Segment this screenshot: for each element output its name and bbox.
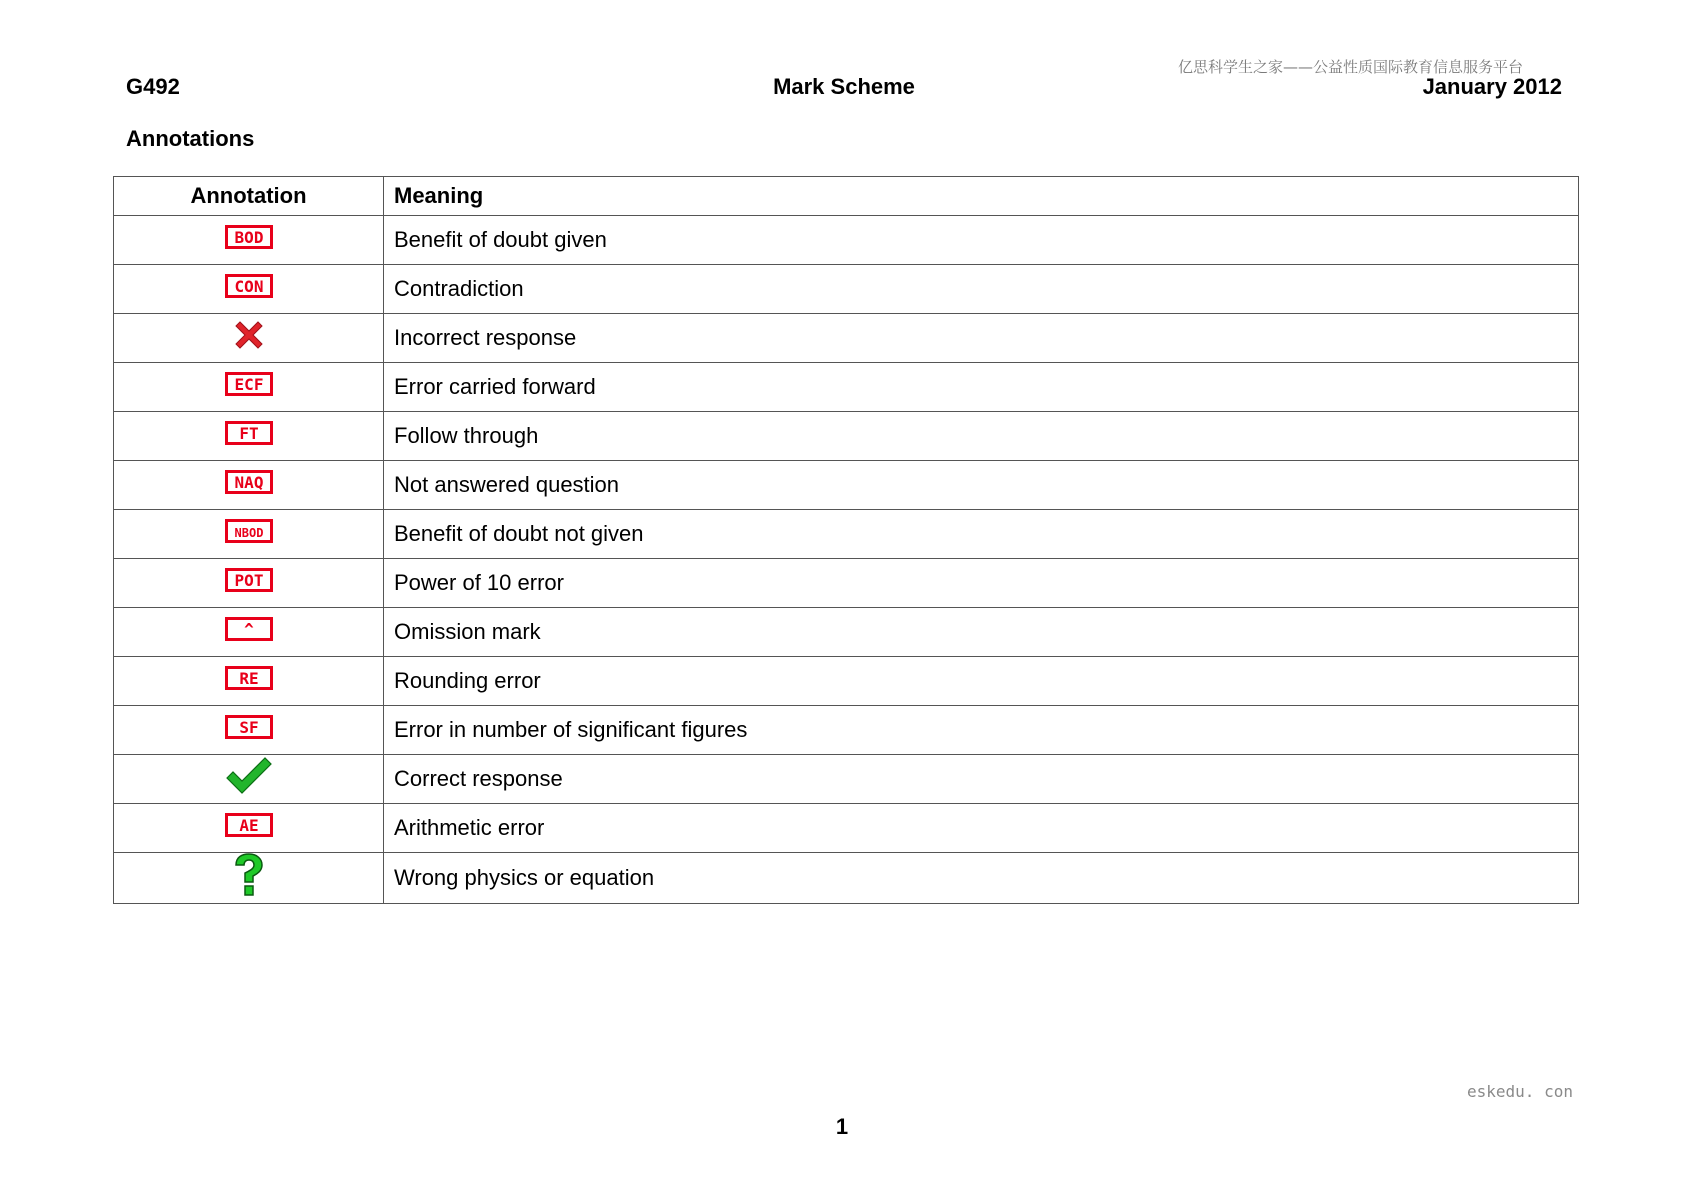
- annotation-cell: [114, 265, 384, 314]
- annotation-cell: [114, 216, 384, 265]
- table-row: [114, 265, 1579, 314]
- watermark-top-text: 亿思科学生之家——公益性质国际教育信息服务平台: [1178, 58, 1524, 76]
- annotation-cell: [114, 559, 384, 608]
- svg-text:SF: SF: [238, 718, 259, 737]
- table-row: [114, 755, 1579, 804]
- table-row: [114, 461, 1579, 510]
- table-row: [114, 216, 1579, 265]
- annotation-column-header: Annotation: [114, 177, 384, 216]
- re-stamp-icon: [225, 666, 273, 696]
- meaning-column-header: Meaning: [384, 177, 1579, 216]
- annotation-cell: [114, 510, 384, 559]
- annotation-cell: [114, 363, 384, 412]
- table-row: [114, 363, 1579, 412]
- meaning-cell: Follow through: [384, 412, 1579, 461]
- annotation-cell: [114, 412, 384, 461]
- section-title: Annotations: [126, 126, 255, 151]
- annotation-cell: [114, 608, 384, 657]
- ft-stamp-icon: [225, 421, 273, 451]
- table-row: [114, 510, 1579, 559]
- page-number: 1: [835, 1114, 849, 1139]
- con-stamp-icon: [225, 274, 273, 304]
- table-row: [114, 314, 1579, 363]
- meaning-cell: Error in number of significant figures: [384, 706, 1579, 755]
- annotation-cell: [114, 706, 384, 755]
- pot-stamp-icon: [225, 568, 273, 598]
- svg-text:FT: FT: [238, 424, 259, 443]
- meaning-cell: Contradiction: [384, 265, 1579, 314]
- annotation-cell: [114, 657, 384, 706]
- svg-text:NAQ: NAQ: [234, 473, 263, 492]
- meaning-cell: Arithmetic error: [384, 804, 1579, 853]
- nbod-stamp-icon: [225, 519, 273, 549]
- ae-stamp-icon: [225, 813, 273, 843]
- table-header-row: [114, 177, 1579, 216]
- sf-stamp-icon: [225, 715, 273, 745]
- table-row: [114, 853, 1579, 904]
- meaning-cell: Not answered question: [384, 461, 1579, 510]
- exam-date: January 2012: [1422, 74, 1562, 99]
- table-row: [114, 657, 1579, 706]
- table-row: [114, 559, 1579, 608]
- svg-text:AE: AE: [238, 816, 259, 835]
- svg-text:POT: POT: [234, 571, 263, 590]
- cross-icon: [231, 317, 267, 359]
- svg-text:NBOD: NBOD: [234, 526, 263, 540]
- page-header: [126, 74, 1562, 102]
- annotation-cell: [114, 804, 384, 853]
- meaning-cell: Omission mark: [384, 608, 1579, 657]
- ecf-stamp-icon: [225, 372, 273, 402]
- svg-text:RE: RE: [238, 669, 259, 688]
- annotations-table: [113, 176, 1579, 904]
- table-row: [114, 412, 1579, 461]
- table-row: [114, 608, 1579, 657]
- meaning-cell: Wrong physics or equation: [384, 853, 1579, 904]
- svg-text:BOD: BOD: [234, 228, 263, 247]
- paper-code: G492: [126, 74, 180, 99]
- meaning-cell: Error carried forward: [384, 363, 1579, 412]
- meaning-cell: Rounding error: [384, 657, 1579, 706]
- svg-text:^: ^: [243, 620, 254, 639]
- meaning-cell: Power of 10 error: [384, 559, 1579, 608]
- svg-text:ECF: ECF: [234, 375, 263, 394]
- annotation-cell: [114, 755, 384, 804]
- question-mark-icon: [232, 853, 266, 903]
- meaning-cell: Benefit of doubt not given: [384, 510, 1579, 559]
- meaning-cell: Correct response: [384, 755, 1579, 804]
- svg-text:CON: CON: [234, 277, 263, 296]
- annotation-cell: [114, 314, 384, 363]
- table-row: [114, 804, 1579, 853]
- annotation-cell: [114, 853, 384, 904]
- meaning-cell: Incorrect response: [384, 314, 1579, 363]
- bod-stamp-icon: [225, 225, 273, 255]
- footer-watermark: eskedu. con: [1467, 1082, 1573, 1101]
- caret-stamp-icon: [225, 617, 273, 647]
- naq-stamp-icon: [225, 470, 273, 500]
- annotation-cell: [114, 461, 384, 510]
- meaning-cell: Benefit of doubt given: [384, 216, 1579, 265]
- table-row: [114, 706, 1579, 755]
- tick-icon: [225, 756, 273, 802]
- page-title: Mark Scheme: [773, 74, 915, 99]
